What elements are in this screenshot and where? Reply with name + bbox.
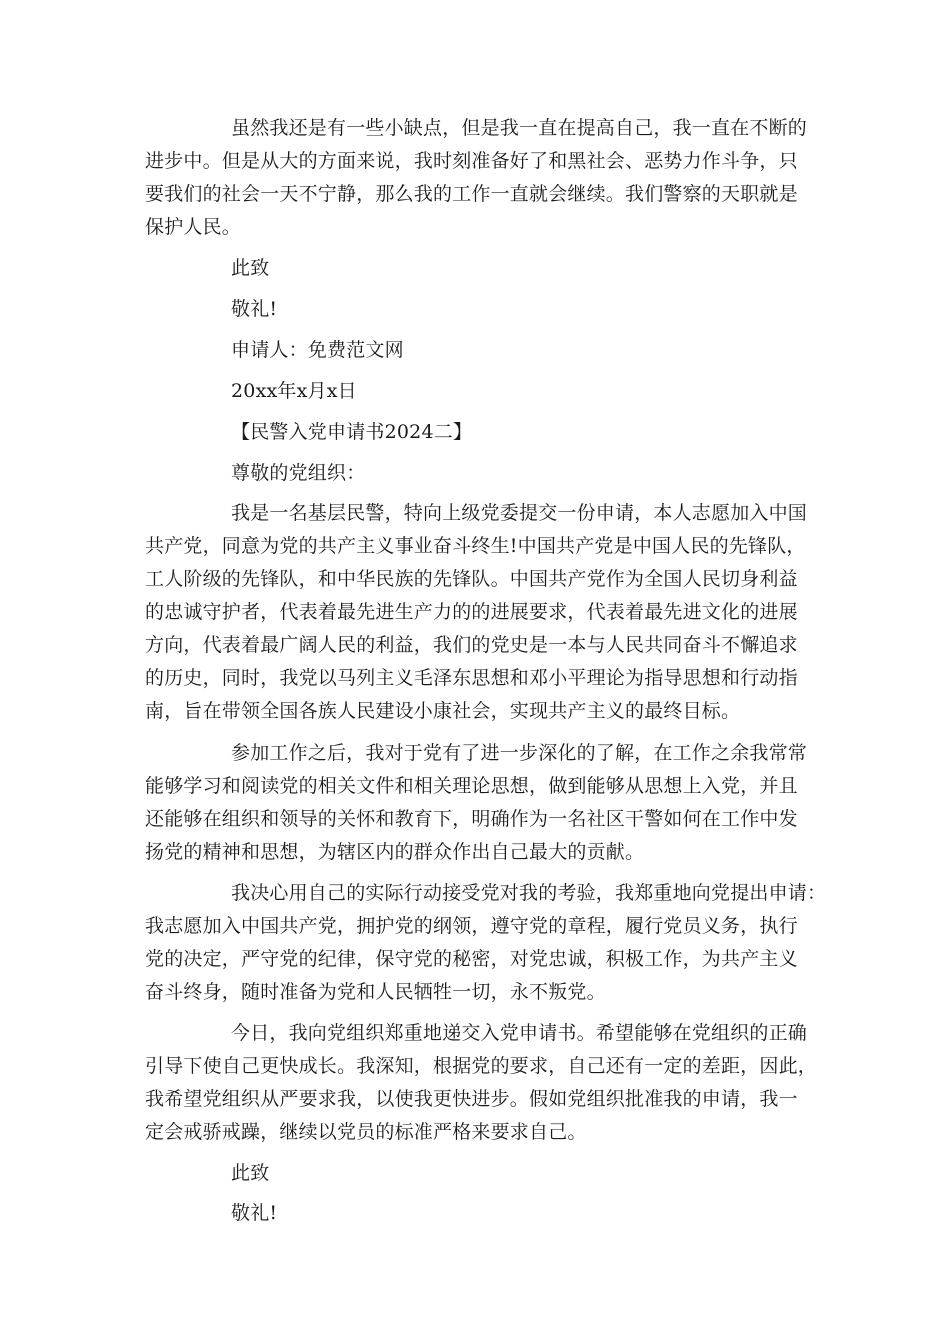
paragraph-line: 工人阶级的先锋队，和中华民族的先锋队。中国共产党作为全国人民切身利益 xyxy=(145,568,798,590)
paragraph-line: 还能够在组织和领导的关怀和教育下，明确作为一名社区干警如何在工作中发 xyxy=(145,808,798,830)
paragraph-line: 我决心用自己的实际行动接受党对我的考验，我郑重地向党提出申请： xyxy=(231,882,827,904)
paragraph-line: 的忠诚守护者，代表着最先进生产力的的进展要求，代表着最先进文化的进展 xyxy=(145,601,798,623)
paragraph-line: 今日，我向党组织郑重地递交入党申请书。希望能够在党组织的正确 xyxy=(231,1022,808,1044)
paragraph-line: 方向，代表着最广阔人民的利益，我们的党史是一本与人民共同奋斗不懈追求 xyxy=(145,634,798,656)
paragraph-line: 的历史，同时，我党以马列主义毛泽东思想和邓小平理论为指导思想和行动指 xyxy=(145,667,798,689)
greeting-line: 尊敬的党组织： xyxy=(231,462,366,484)
paragraph-line: 我志愿加入中国共产党，拥护党的纲领，遵守党的章程，履行党员义务，执行 xyxy=(145,915,798,937)
paragraph-line: 党的决定，严守党的纪律，保守党的秘密，对党忠诚，积极工作，为共产主义 xyxy=(145,948,798,970)
paragraph-line: 引导下使自己更快成长。我深知，根据党的要求，自己还有一定的差距，因此， xyxy=(145,1055,818,1077)
closing-salutation: 此致 xyxy=(231,257,270,279)
paragraph-line: 虽然我还是有一些小缺点，但是我一直在提高自己，我一直在不断的 xyxy=(231,117,808,139)
paragraph-line: 我希望党组织从严要求我，以使我更快进步。假如党组织批准我的申请，我一 xyxy=(145,1088,798,1110)
paragraph-line: 南，旨在带领全国各族人民建设小康社会，实现共产主义的最终目标。 xyxy=(145,700,741,722)
paragraph-line: 我是一名基层民警，特向上级党委提交一份申请，本人志愿加入中国 xyxy=(231,502,808,524)
date-line: 20xx年x月x日 xyxy=(231,380,357,402)
paragraph-line: 要我们的社会一天不宁静，那么我的工作一直就会继续。我们警察的天职就是 xyxy=(145,183,798,205)
section-heading: 【民警入党申请书2024二】 xyxy=(231,421,473,443)
paragraph-line: 定会戒骄戒躁，继续以党员的标准严格来要求自己。 xyxy=(145,1121,587,1143)
paragraph-line: 保护人民。 xyxy=(145,216,242,238)
closing-regards: 敬礼! xyxy=(231,298,278,320)
applicant-line: 申请人：免费范文网 xyxy=(231,339,404,361)
paragraph-line: 能够学习和阅读党的相关文件和相关理论思想，做到能够从思想上入党，并且 xyxy=(145,775,798,797)
closing-salutation: 此致 xyxy=(231,1162,270,1184)
paragraph-line: 共产党，同意为党的共产主义事业奋斗终生!中国共产党是中国人民的先锋队， xyxy=(145,535,806,557)
paragraph-line: 奋斗终身，随时准备为党和人民牺牲一切，永不叛党。 xyxy=(145,981,606,1003)
paragraph-line: 参加工作之后，我对于党有了进一步深化的了解，在工作之余我常常 xyxy=(231,742,808,764)
closing-regards: 敬礼! xyxy=(231,1202,278,1224)
paragraph-line: 扬党的精神和思想，为辖区内的群众作出自己最大的贡献。 xyxy=(145,841,645,863)
paragraph-line: 进步中。但是从大的方面来说，我时刻准备好了和黑社会、恶势力作斗争，只 xyxy=(145,150,798,172)
